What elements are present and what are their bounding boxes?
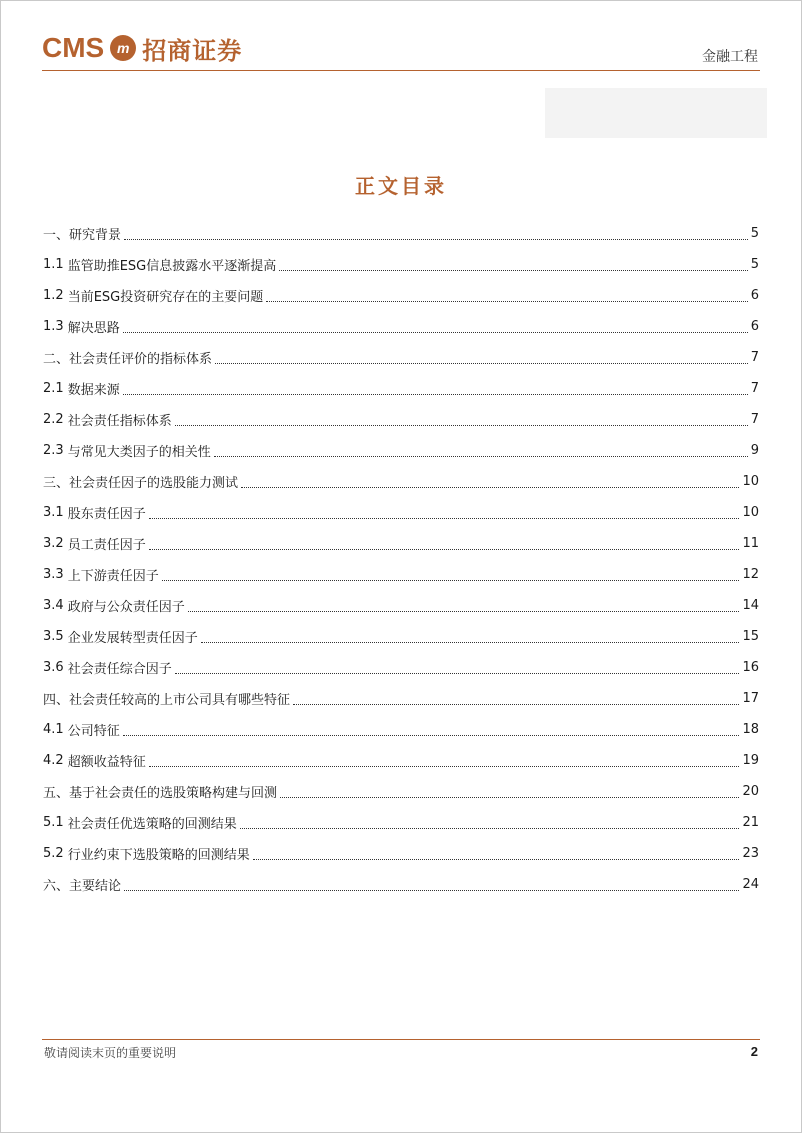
toc-entry-title: 超额收益特征 [67,755,146,770]
toc-entry-title: 公司特征 [67,724,120,739]
toc-entry-title: 社会责任综合因子 [67,662,172,677]
toc-entry-page: 21 [742,815,759,830]
toc-entry-page: 7 [750,350,759,365]
toc-entry-number: 3.4 [43,598,64,613]
toc-dot-leader [215,362,748,364]
page-number: 2 [750,1044,758,1059]
toc-entry-title: 员工责任因子 [67,538,146,553]
footer-divider [42,1039,760,1040]
toc-entry[interactable] [43,311,759,342]
toc-dot-leader [124,889,739,891]
toc-entry-number: 2.2 [43,412,64,427]
toc-entry-page: 14 [742,598,759,613]
toc-dot-leader [175,424,748,426]
toc-entry-number: 5.2 [43,846,64,861]
toc-dot-leader [162,579,740,581]
toc-entry-title: 五、基于社会责任的选股策略构建与回测 [43,786,278,801]
toc-entry-title: 社会责任优选策略的回测结果 [67,817,237,832]
toc-entry-title: 股东责任因子 [67,507,146,522]
toc-entry[interactable] [43,528,759,559]
toc-entry-number: 1.2 [43,288,64,303]
toc-entry-title: 行业约束下选股策略的回测结果 [67,848,250,863]
toc-dot-leader [123,734,740,736]
toc-entry[interactable] [43,435,759,466]
toc-entry-page: 6 [750,288,759,303]
toc-entry-page: 17 [742,691,759,706]
toc-entry-title: 数据来源 [67,383,120,398]
toc-entry-number: 2.1 [43,381,64,396]
toc-entry-number: 3.3 [43,567,64,582]
toc-entry-page: 12 [742,567,759,582]
toc-entry[interactable] [43,807,759,838]
toc-entry[interactable] [43,714,759,745]
toc-entry-number: 3.5 [43,629,64,644]
toc-entry[interactable] [43,869,759,900]
toc-entry-page: 10 [742,505,759,520]
toc-entry-title: 上下游责任因子 [67,569,159,584]
toc-dot-leader [149,548,740,550]
table-of-contents [43,218,759,900]
toc-entry[interactable] [43,838,759,869]
toc-entry-page: 10 [742,474,759,489]
toc-entry-page: 20 [742,784,759,799]
toc-entry-number: 2.3 [43,443,64,458]
toc-dot-leader [253,858,740,860]
toc-entry[interactable] [43,373,759,404]
toc-entry-page: 11 [742,536,759,551]
toc-entry[interactable] [43,342,759,373]
toc-entry-page: 9 [750,443,759,458]
toc-entry-title: 一、研究背景 [43,228,122,243]
toc-entry-page: 16 [742,660,759,675]
toc-entry-title: 监管助推ESG信息披露水平逐渐提高 [67,259,277,274]
toc-entry-title: 二、社会责任评价的指标体系 [43,352,213,367]
page-title: 正文目录 [355,174,447,198]
toc-entry-page: 24 [742,877,759,892]
toc-entry-number: 3.2 [43,536,64,551]
toc-entry-number: 4.1 [43,722,64,737]
toc-dot-leader [214,455,748,457]
toc-entry[interactable] [43,683,759,714]
toc-entry[interactable] [43,590,759,621]
toc-dot-leader [280,796,739,798]
toc-entry-title: 三、社会责任因子的选股能力测试 [43,476,239,491]
toc-entry[interactable] [43,466,759,497]
toc-entry-page: 23 [742,846,759,861]
toc-entry[interactable] [43,652,759,683]
toc-dot-leader [240,827,740,829]
toc-entry-title: 六、主要结论 [43,879,122,894]
company-logo [42,30,242,66]
toc-entry[interactable] [43,218,759,249]
toc-entry[interactable] [43,404,759,435]
toc-dot-leader [293,703,739,705]
logo-chinese-text: 招商证券 [142,36,243,65]
toc-entry-number: 1.3 [43,319,64,334]
toc-entry[interactable] [43,497,759,528]
toc-entry-title: 解决思路 [67,321,120,336]
toc-entry-title: 当前ESG投资研究存在的主要问题 [67,290,264,305]
toc-dot-leader [149,765,740,767]
toc-dot-leader [123,331,748,333]
toc-entry-page: 19 [742,753,759,768]
toc-entry[interactable] [43,621,759,652]
toc-entry[interactable] [43,280,759,311]
toc-entry-page: 7 [750,381,759,396]
toc-dot-leader [279,269,747,271]
toc-dot-leader [241,486,739,488]
toc-dot-leader [123,393,748,395]
toc-entry-page: 5 [750,226,759,241]
toc-entry-number: 5.1 [43,815,64,830]
toc-entry-number: 1.1 [43,257,64,272]
toc-dot-leader [149,517,740,519]
toc-entry-title: 企业发展转型责任因子 [67,631,198,646]
toc-entry-number: 3.6 [43,660,64,675]
toc-dot-leader [124,238,748,240]
toc-dot-leader [175,672,740,674]
toc-entry[interactable] [43,745,759,776]
logo-latin-text: CMS [42,32,105,63]
toc-entry-title: 四、社会责任较高的上市公司具有哪些特征 [43,693,291,708]
footer-disclaimer-note: 敬请阅读末页的重要说明 [44,1046,177,1060]
toc-entry-number: 3.1 [43,505,64,520]
toc-dot-leader [201,641,740,643]
toc-entry-title: 社会责任指标体系 [67,414,172,429]
toc-entry-page: 18 [742,722,759,737]
toc-entry-page: 15 [742,629,759,644]
toc-entry-number: 4.2 [43,753,64,768]
toc-entry-page: 7 [750,412,759,427]
toc-entry-page: 6 [750,319,759,334]
toc-dot-leader [266,300,747,302]
report-section-label: 金融工程 [702,49,758,65]
header-divider [42,70,760,71]
toc-dot-leader [188,610,740,612]
toc-entry[interactable] [43,776,759,807]
toc-entry-title: 政府与公众责任因子 [67,600,185,615]
placeholder-box [545,88,767,138]
toc-entry-title: 与常见大类因子的相关性 [67,445,211,460]
toc-entry-page: 5 [750,257,759,272]
toc-entry[interactable] [43,249,759,280]
logo-mark-icon: m [110,35,136,61]
toc-entry[interactable] [43,559,759,590]
